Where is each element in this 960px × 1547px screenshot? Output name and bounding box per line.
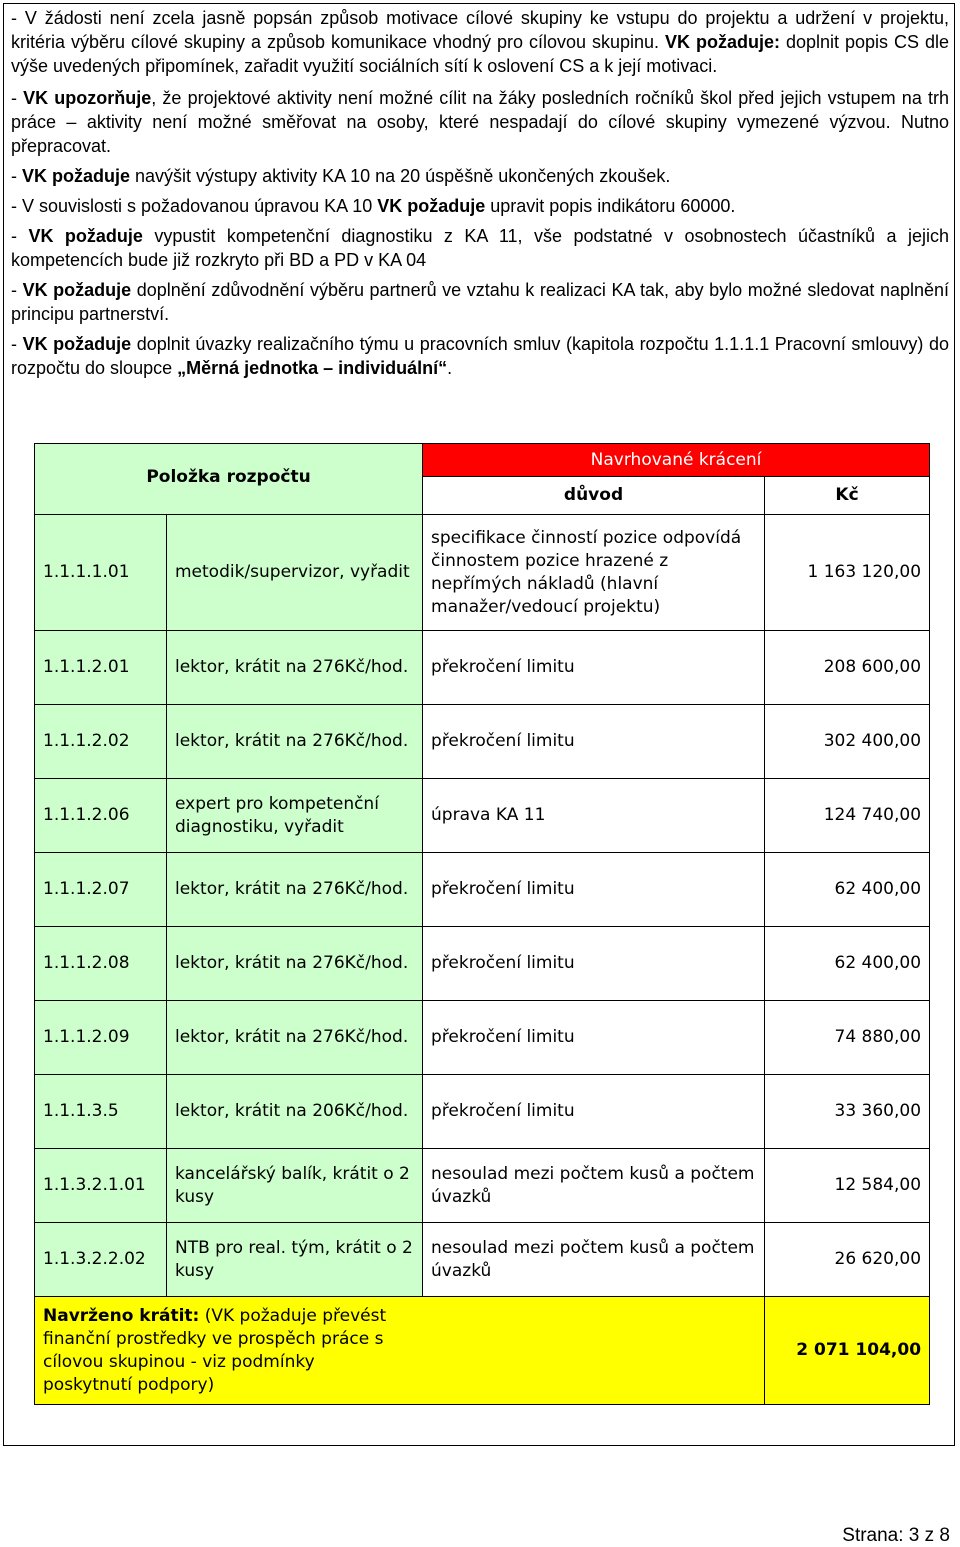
- table-row: [35, 1149, 930, 1223]
- cut-amount: 302 400,00: [765, 705, 930, 779]
- cut-amount: 12 584,00: [765, 1149, 930, 1223]
- budget-item: metodik/supervizor, vyřadit: [167, 515, 423, 631]
- budget-code: 1.1.1.2.07: [35, 853, 167, 927]
- cut-amount: 1 163 120,00: [765, 515, 930, 631]
- paragraph-ka10-outputs: - VK požaduje navýšit výstupy aktivity KA 10 na 20 úspěšně ukončených zkoušek.: [11, 166, 671, 186]
- budget-item: NTB pro real. tým, krátit o 2 kusy: [167, 1223, 423, 1297]
- paragraph-workload: - VK požaduje doplnit úvazky realizačního týmu u pracovních smluv (kapitola rozpočtu 1.1.1.1 Pracovní smlouvy) do rozpočtu do sloupce „Měrná jednotka – individuální“.: [11, 334, 950, 378]
- budget-code: 1.1.1.2.02: [35, 705, 167, 779]
- table-row: [35, 927, 930, 1001]
- total-amount: 2 071 104,00: [765, 1297, 930, 1405]
- budget-item: lektor, krátit na 276Kč/hod.: [167, 853, 423, 927]
- paragraph-motivation: - V žádosti není zcela jasně popsán způsob motivace cílové skupiny ke vstupu do projektu a udržení v projektu, kritéria výběru cílové skupiny a způsob komunikace vhodný pro cílovou skupinu. VK požaduje: doplnit popis CS dle výše uvedených připomínek, zařadit využití sociálních sítí k oslovení CS a k její motivaci.: [11, 8, 949, 76]
- budget-code: 1.1.3.2.1.01: [35, 1149, 167, 1223]
- budget-item: lektor, krátit na 276Kč/hod.: [167, 705, 423, 779]
- cut-amount: 208 600,00: [765, 631, 930, 705]
- budget-code: 1.1.1.1.01: [35, 515, 167, 631]
- budget-item: lektor, krátit na 276Kč/hod.: [167, 1001, 423, 1075]
- table-row: [35, 515, 930, 631]
- cut-reason: úprava KA 11: [423, 779, 765, 853]
- budget-item: expert pro kompetenční diagnostiku, vyřadit: [167, 779, 423, 853]
- header-czk: Kč: [765, 477, 930, 515]
- table-row: [35, 779, 930, 853]
- paragraph-indicator: - V souvislosti s požadovanou úpravou KA 10 VK požaduje upravit popis indikátoru 60000.: [11, 196, 736, 216]
- table-row: [35, 1223, 930, 1297]
- table-row: [35, 1075, 930, 1149]
- cut-amount: 62 400,00: [765, 927, 930, 1001]
- table-row: [35, 853, 930, 927]
- paragraph-partners: - VK požaduje doplnění zdůvodnění výběru partnerů ve vztahu k realizaci KA tak, aby bylo možné sledovat naplnění principu partnerství.: [11, 280, 950, 324]
- cut-amount: 124 740,00: [765, 779, 930, 853]
- cut-amount: 26 620,00: [765, 1223, 930, 1297]
- paragraph-target-group-warning: - VK upozorňuje, že projektové aktivity není možné cílit na žáky posledních ročníků škol před jejich vstupem na trh práce – aktivity není možné směřovat na osoby, které nespadají do cílové skupiny vymezené výzvou. Nutno přepracovat.: [11, 88, 949, 156]
- total-label: [35, 1297, 765, 1405]
- header-budget-item: Položka rozpočtu: [35, 444, 423, 515]
- table-header-row: [35, 444, 930, 477]
- cut-reason: překročení limitu: [423, 1075, 765, 1149]
- table-row: [35, 631, 930, 705]
- total-label-bold: Navrženo krátit:: [43, 1305, 200, 1326]
- cut-reason: překročení limitu: [423, 1001, 765, 1075]
- total-label-note: (VK požaduje převést finanční prostředky ve prospěch práce s cílovou skupinou - viz podmínky poskytnutí podpory): [43, 1305, 387, 1395]
- cut-amount: 33 360,00: [765, 1075, 930, 1149]
- cut-reason: překročení limitu: [423, 927, 765, 1001]
- budget-code: 1.1.3.2.2.02: [35, 1223, 167, 1297]
- table-row: [35, 1001, 930, 1075]
- paragraph-ka11-diagnostics: - VK požaduje vypustit kompetenční diagnostiku z KA 11, vše podstatné v osobnostech účastníků a jejich kompetencích bude již rozkryto při BD a PD v KA 04: [11, 226, 950, 270]
- budget-code: 1.1.1.2.08: [35, 927, 167, 1001]
- cut-amount: 62 400,00: [765, 853, 930, 927]
- cut-reason: překročení limitu: [423, 705, 765, 779]
- table-total-row: [35, 1297, 930, 1405]
- table-row: [35, 705, 930, 779]
- budget-item: lektor, krátit na 276Kč/hod.: [167, 631, 423, 705]
- budget-code: 1.1.1.3.5: [35, 1075, 167, 1149]
- budget-code: 1.1.1.2.01: [35, 631, 167, 705]
- budget-code: 1.1.1.2.09: [35, 1001, 167, 1075]
- cut-reason: překročení limitu: [423, 853, 765, 927]
- header-proposed-cut: Navrhované krácení: [423, 444, 930, 477]
- cut-reason: překročení limitu: [423, 631, 765, 705]
- cut-reason: nesoulad mezi počtem kusů a počtem úvazků: [423, 1223, 765, 1297]
- page-number: Strana: 3 z 8: [842, 1525, 950, 1546]
- budget-item: lektor, krátit na 206Kč/hod.: [167, 1075, 423, 1149]
- cut-reason: nesoulad mezi počtem kusů a počtem úvazků: [423, 1149, 765, 1223]
- budget-code: 1.1.1.2.06: [35, 779, 167, 853]
- budget-item: lektor, krátit na 276Kč/hod.: [167, 927, 423, 1001]
- budget-cut-table: [34, 443, 930, 1405]
- requirements-text: [11, 6, 949, 380]
- cut-reason: specifikace činností pozice odpovídá činnostem pozice hrazené z nepřímých nákladů (hlavní manažer/vedoucí projektu): [423, 515, 765, 631]
- header-reason: důvod: [423, 477, 765, 515]
- budget-item: kancelářský balík, krátit o 2 kusy: [167, 1149, 423, 1223]
- cut-amount: 74 880,00: [765, 1001, 930, 1075]
